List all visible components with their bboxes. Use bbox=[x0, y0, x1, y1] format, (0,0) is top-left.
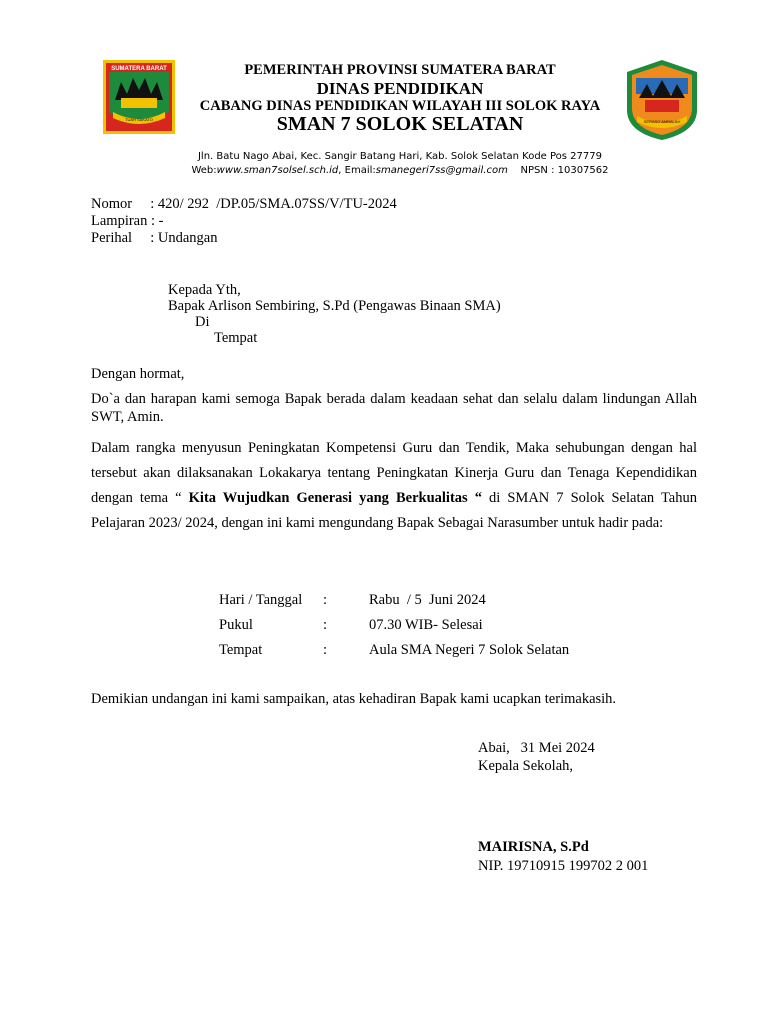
recipient-to: Kepada Yth, bbox=[168, 282, 241, 298]
logo-right-text: SERASO AMBALAH bbox=[643, 119, 681, 124]
recipient-di: Di bbox=[195, 314, 210, 330]
schedule-value: 07.30 WIB- Selesai bbox=[369, 617, 483, 633]
closing-sentence: Demikian undangan ini kami sampaikan, atas kehadiran Bapak kami ucapkan terimakasih. bbox=[91, 691, 617, 707]
letter-subject: Perihal : Undangan bbox=[91, 230, 218, 246]
letter-number: Nomor : 420/ 292 /DP.05/SMA.07SS/V/TU-2024 bbox=[91, 196, 397, 212]
paragraph-prayer: Do`a dan harapan kami semoga Bapak berada dalam keadaan sehat dan selalu dalam lindungan Allah SWT, Amin. bbox=[91, 391, 697, 425]
schedule-separator: : bbox=[323, 642, 328, 658]
greeting: Dengan hormat, bbox=[91, 366, 185, 382]
recipient-name: Bapak Arlison Sembiring, S.Pd (Pengawas Binaan SMA) bbox=[168, 298, 501, 314]
header-province: PEMERINTAH PROVINSI SUMATERA BARAT bbox=[244, 62, 556, 78]
npsn: NPSN : 10307562 bbox=[520, 165, 609, 176]
web-label: Web: bbox=[191, 165, 217, 176]
schedule-separator: : bbox=[323, 617, 328, 633]
invitation-text-end: di SMAN 7 Solok Selatan Tahun Pelajaran 2023/ 2024, dengan ini kami mengundang Bapak Sebagai Narasumber untuk hadir pada: bbox=[91, 490, 697, 531]
schedule-value: Rabu / 5 Juni 2024 bbox=[369, 592, 486, 608]
invitation-text-start: Dalam rangka menyusun Peningkatan Kompetensi Guru dan Tendik, Maka sehubungan dengan hal tersebut akan dilaksanakan Lokakarya tentang Peningkatan Kinerja Guru dan Tenaga Kependidikan dengan tema “ bbox=[91, 440, 697, 506]
header-contact bbox=[150, 165, 650, 176]
web-link[interactable]: www.sman7solsel.sch.id bbox=[216, 165, 339, 176]
email-link[interactable]: smanegeri7ss@gmail.com bbox=[375, 165, 508, 176]
signature-nip: NIP. 19710915 199702 2 001 bbox=[478, 858, 649, 874]
logo-left-top-text: SUMATERA BARAT bbox=[111, 66, 167, 72]
letter-attachment: Lampiran : - bbox=[91, 213, 164, 229]
invitation-theme: Kita Wujudkan Generasi yang Berkualitas “ bbox=[188, 490, 482, 506]
header-department: DINAS PENDIDIKAN bbox=[316, 79, 484, 98]
signature-date: Abai, 31 Mei 2024 bbox=[478, 740, 595, 756]
email-label: , Email: bbox=[338, 165, 376, 176]
schedule-label: Hari / Tanggal bbox=[219, 592, 303, 608]
schedule-separator: : bbox=[323, 592, 328, 608]
header-school-name: SMAN 7 SOLOK SELATAN bbox=[276, 113, 524, 135]
logo-left-bottom-text: TUAH SAKATO bbox=[125, 117, 153, 122]
paragraph-invitation bbox=[91, 436, 697, 536]
recipient-place: Tempat bbox=[214, 330, 258, 346]
schedule-label: Tempat bbox=[219, 642, 263, 658]
signature-name: MAIRISNA, S.Pd bbox=[478, 839, 589, 855]
schedule-label: Pukul bbox=[219, 617, 253, 633]
header-address: Jln. Batu Nago Abai, Kec. Sangir Batang Hari, Kab. Solok Selatan Kode Pos 27779 bbox=[197, 151, 602, 162]
header-branch: CABANG DINAS PENDIDIKAN WILAYAH III SOLOK RAYA bbox=[199, 98, 601, 114]
schedule-value: Aula SMA Negeri 7 Solok Selatan bbox=[369, 642, 570, 658]
signature-title: Kepala Sekolah, bbox=[478, 758, 574, 774]
